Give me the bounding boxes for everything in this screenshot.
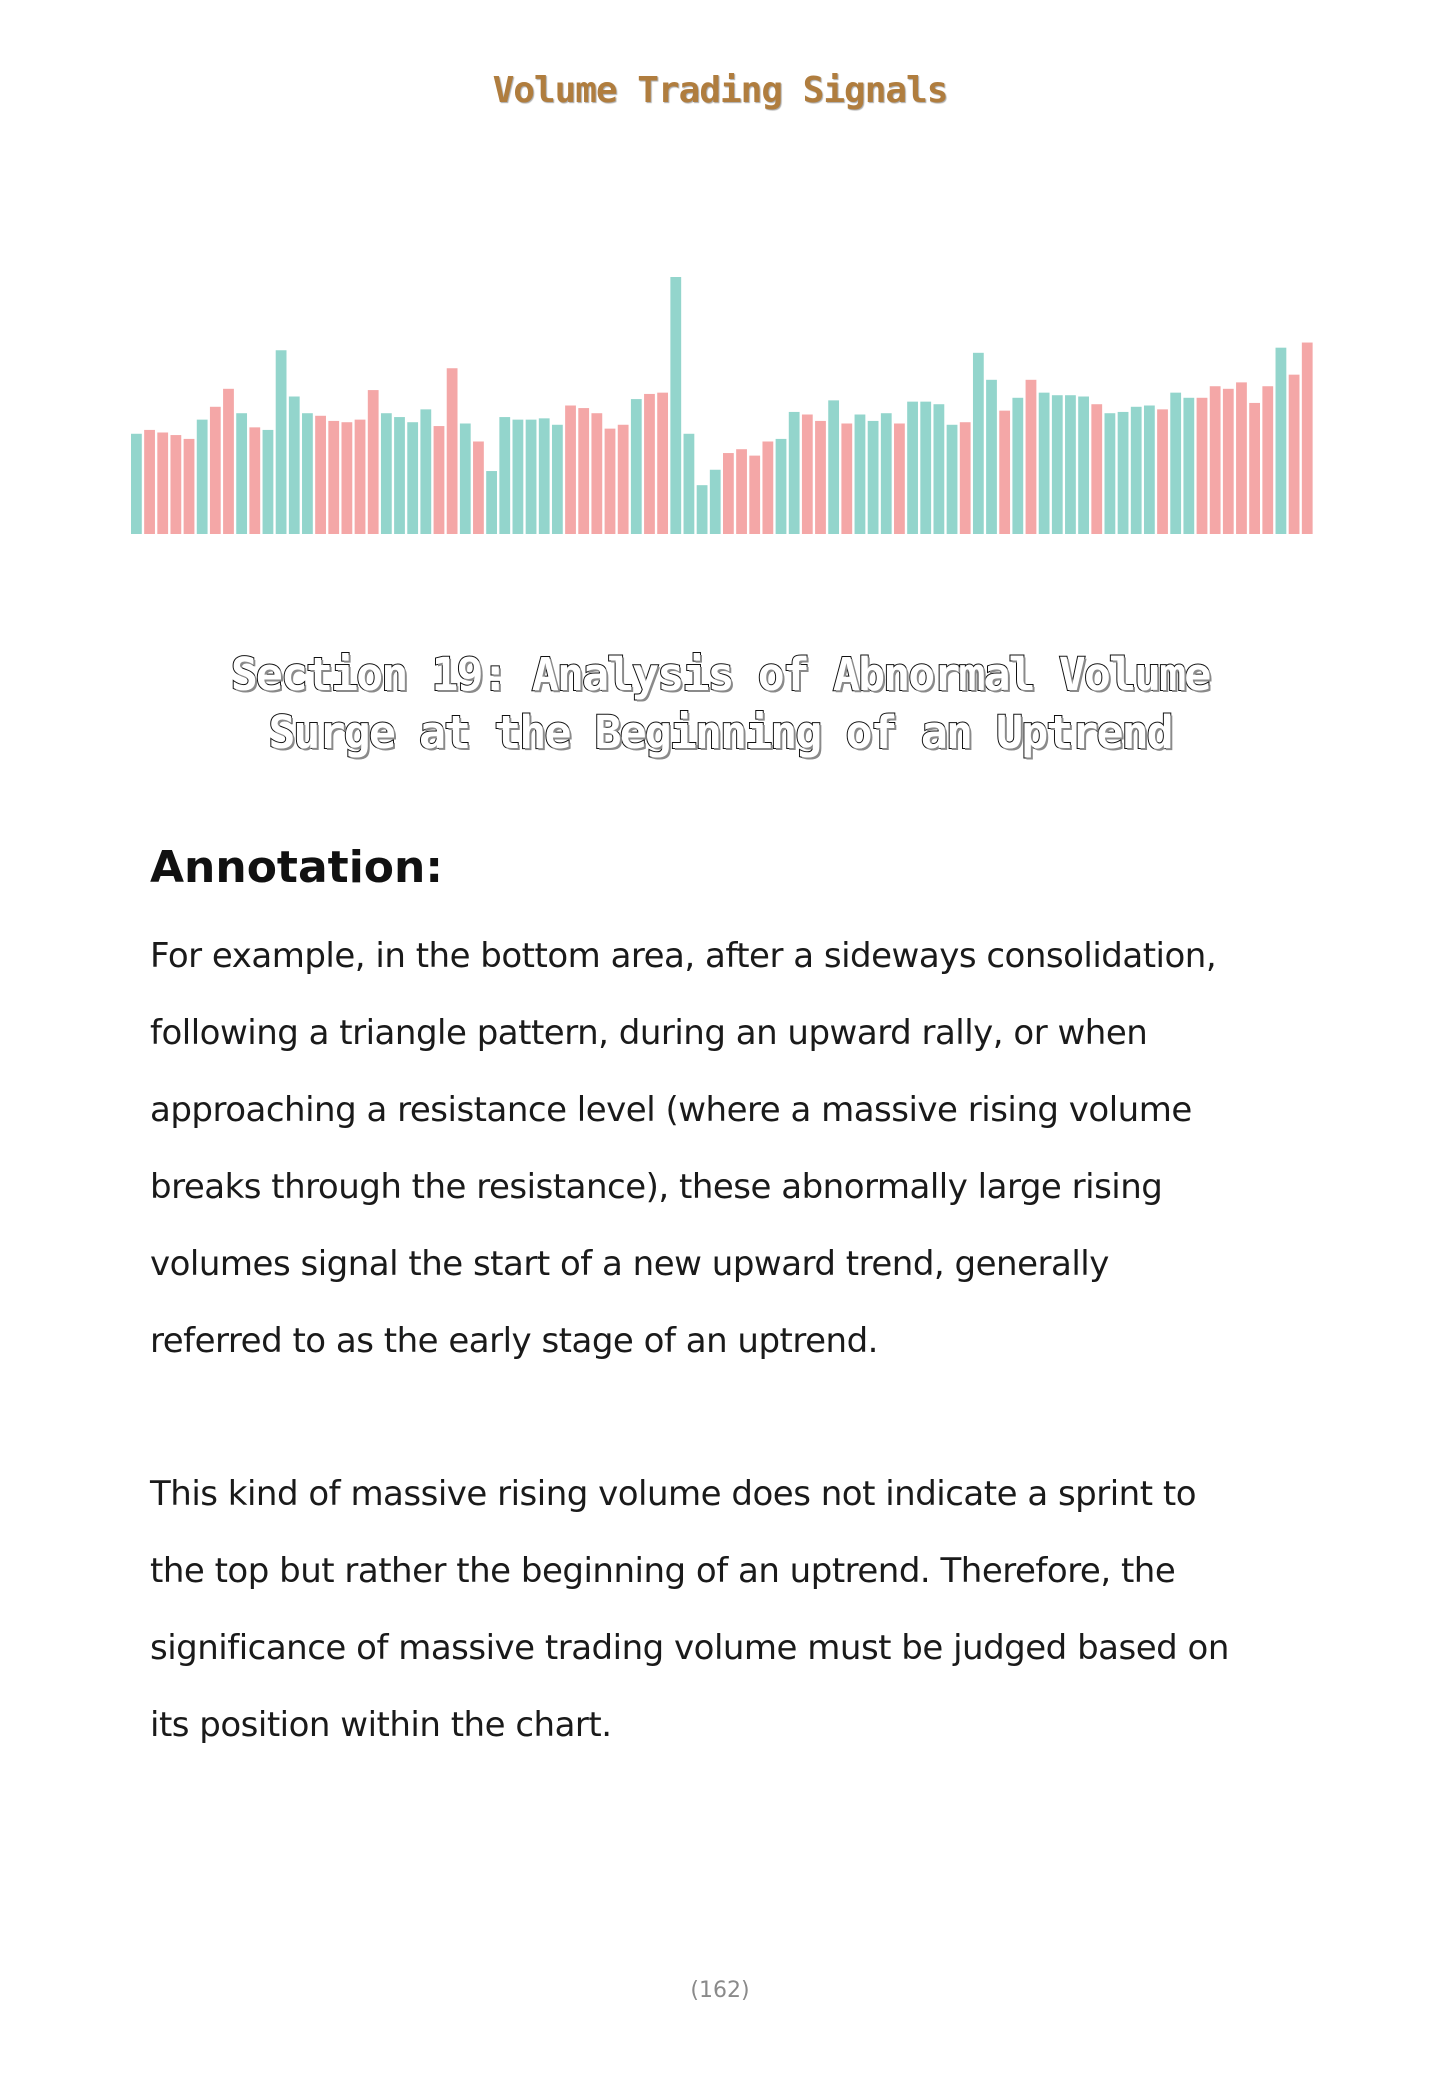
volume-bar <box>197 420 208 534</box>
paragraph-2-line: significance of massive trading volume must be judged based on <box>150 1628 1229 1668</box>
annotation-paragraph-2 <box>150 1456 1310 1764</box>
volume-bar <box>1276 348 1287 534</box>
volume-bar <box>1144 406 1155 535</box>
volume-bar <box>736 449 747 534</box>
volume-bar <box>1118 412 1129 534</box>
volume-bar <box>381 413 392 534</box>
volume-bar <box>881 413 892 534</box>
page-number: (162) <box>690 1978 750 2003</box>
volume-bar <box>394 417 405 534</box>
volume-bar <box>710 470 721 534</box>
volume-bar <box>210 407 221 534</box>
volume-bar <box>776 439 787 534</box>
volume-bar <box>407 422 418 534</box>
volume-bar <box>841 423 852 534</box>
volume-bar <box>999 411 1010 534</box>
volume-bar <box>552 425 563 534</box>
volume-bar <box>749 456 760 534</box>
volume-bar <box>184 439 195 534</box>
volume-bar <box>486 471 497 534</box>
volume-bar <box>1131 407 1142 534</box>
volume-bar <box>1262 386 1273 534</box>
volume-bar <box>670 277 681 534</box>
volume-bar <box>526 420 537 534</box>
volume-bar <box>855 415 866 535</box>
volume-bar <box>1210 386 1221 534</box>
volume-bar <box>499 417 510 534</box>
paragraph-1-line: following a triangle pattern, during an upward rally, or when <box>150 1013 1148 1053</box>
volume-bar <box>920 402 931 534</box>
volume-bar <box>868 421 879 534</box>
volume-bar <box>986 380 997 534</box>
volume-bar <box>644 394 655 534</box>
volume-bar <box>723 453 734 534</box>
volume-bar <box>341 422 352 534</box>
volume-bar <box>539 418 550 534</box>
volume-bar <box>355 420 366 534</box>
volume-bar <box>933 404 944 534</box>
volume-bar <box>1078 397 1089 535</box>
volume-bar <box>420 409 431 534</box>
paragraph-1-line: approaching a resistance level (where a massive rising volume <box>150 1090 1192 1130</box>
volume-bar <box>434 426 445 534</box>
paragraph-2-line: This kind of massive rising volume does not indicate a sprint to <box>150 1474 1197 1514</box>
section-title-line-2: Surge at the Beginning of an Uptrend <box>268 706 1172 759</box>
volume-bar <box>1223 389 1234 534</box>
volume-bar <box>368 390 379 534</box>
volume-bar <box>1183 398 1194 534</box>
volume-bar <box>1236 382 1247 534</box>
volume-bar <box>1249 403 1260 534</box>
volume-bar <box>315 416 326 534</box>
volume-bar <box>473 441 484 534</box>
volume-bar <box>1091 404 1102 534</box>
paragraph-2-line: the top but rather the beginning of an uptrend. Therefore, the <box>150 1551 1176 1591</box>
volume-bar <box>591 413 602 534</box>
paragraph-1-line: breaks through the resistance), these abnormally large rising <box>150 1167 1163 1207</box>
volume-bar <box>249 427 260 534</box>
volume-bar <box>789 412 800 534</box>
volume-bar <box>631 399 642 534</box>
volume-bar <box>447 368 458 534</box>
book-title: Volume Trading Signals <box>492 70 948 111</box>
volume-bar <box>578 408 589 534</box>
volume-bar <box>289 397 300 535</box>
volume-bar <box>460 423 471 534</box>
volume-bar <box>947 425 958 534</box>
volume-bar <box>170 435 181 534</box>
volume-bar <box>1289 375 1300 534</box>
volume-bar <box>1012 398 1023 534</box>
volume-bar <box>894 423 905 534</box>
volume-bar <box>907 402 918 534</box>
volume-chart-svg <box>0 0 1440 560</box>
volume-bar <box>605 429 616 534</box>
volume-bar <box>513 420 524 534</box>
paragraph-1-line: volumes signal the start of a new upward trend, generally <box>150 1244 1109 1284</box>
paragraph-1-line: For example, in the bottom area, after a sideways consolidation, <box>150 936 1217 976</box>
volume-bar <box>1039 393 1050 534</box>
volume-bar <box>1302 343 1313 534</box>
annotation-paragraph-1 <box>150 918 1310 1380</box>
volume-bar-chart <box>0 0 1440 560</box>
volume-bar <box>131 434 142 534</box>
volume-bar <box>1197 398 1208 534</box>
volume-bar <box>328 421 339 534</box>
volume-bar <box>1170 393 1181 534</box>
volume-bar <box>697 485 708 534</box>
volume-bar <box>302 413 313 534</box>
annotation-heading: Annotation: <box>150 842 443 893</box>
section-title <box>0 646 1440 762</box>
volume-bar <box>223 389 234 534</box>
volume-bar <box>144 430 155 534</box>
volume-bar <box>657 393 668 534</box>
paragraph-2-line: its position within the chart. <box>150 1705 612 1745</box>
section-title-line-1: Section 19: Analysis of Abnormal Volume <box>230 648 1210 701</box>
volume-bar <box>828 400 839 534</box>
volume-bar <box>1105 413 1116 534</box>
paragraph-1-line: referred to as the early stage of an uptrend. <box>150 1321 878 1361</box>
volume-bar <box>960 422 971 534</box>
volume-bar <box>1157 409 1168 534</box>
volume-bar <box>1026 380 1037 534</box>
volume-bar <box>236 413 247 534</box>
volume-bar <box>263 430 274 534</box>
volume-bar <box>802 415 813 535</box>
volume-bar <box>762 441 773 534</box>
volume-bar <box>1065 395 1076 534</box>
volume-bar <box>1052 395 1063 534</box>
volume-bar <box>618 425 629 534</box>
volume-bar <box>565 406 576 535</box>
volume-bar <box>815 421 826 534</box>
volume-bar <box>684 434 695 534</box>
volume-bar <box>157 432 168 534</box>
volume-bar <box>276 350 287 534</box>
volume-bar <box>973 353 984 534</box>
